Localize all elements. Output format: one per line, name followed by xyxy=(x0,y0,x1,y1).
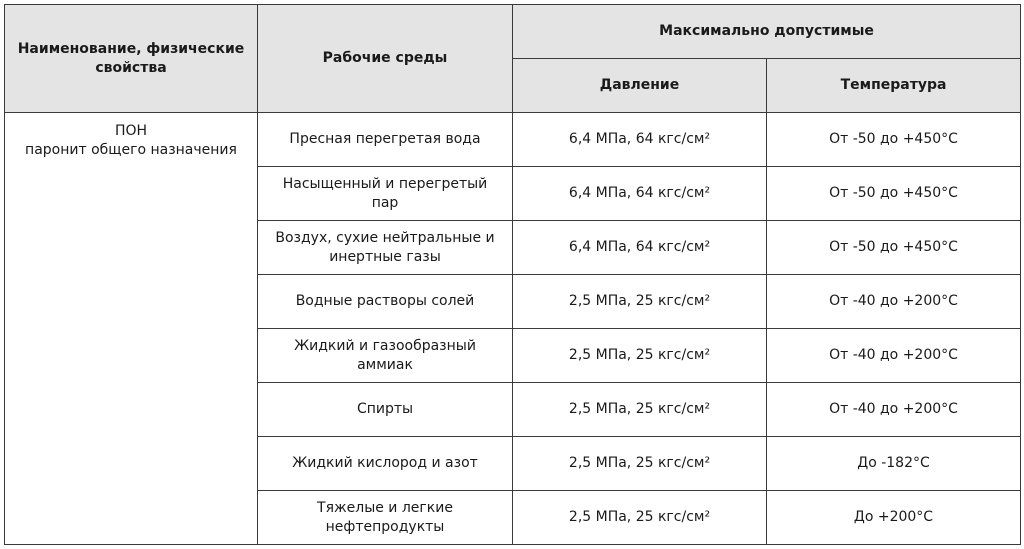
medium-cell: Тяжелые и легкие нефтепродукты xyxy=(258,491,513,545)
temperature-cell: От -50 до +450°С xyxy=(767,221,1021,275)
table-body xyxy=(5,113,1021,545)
header-name: Наименование, физические свойства xyxy=(5,5,258,113)
medium-cell: Воздух, сухие нейтральные и инертные газы xyxy=(258,221,513,275)
material-cell xyxy=(5,113,258,545)
temperature-cell: От -50 до +450°С xyxy=(767,167,1021,221)
medium-cell: Жидкий и газообразный аммиак xyxy=(258,329,513,383)
temperature-cell: От -50 до +450°С xyxy=(767,113,1021,167)
medium-cell: Пресная перегретая вода xyxy=(258,113,513,167)
temperature-cell: От -40 до +200°С xyxy=(767,329,1021,383)
gasket-specs-table xyxy=(4,4,1021,545)
header-temperature: Температура xyxy=(767,59,1021,113)
header-media: Рабочие среды xyxy=(258,5,513,113)
temperature-cell: До +200°С xyxy=(767,491,1021,545)
pressure-cell: 2,5 МПа, 25 кгс/см² xyxy=(513,383,767,437)
pressure-cell: 2,5 МПа, 25 кгс/см² xyxy=(513,329,767,383)
pressure-cell: 6,4 МПа, 64 кгс/см² xyxy=(513,113,767,167)
temperature-cell: До -182°С xyxy=(767,437,1021,491)
pressure-cell: 2,5 МПа, 25 кгс/см² xyxy=(513,491,767,545)
medium-cell: Жидкий кислород и азот xyxy=(258,437,513,491)
pressure-cell: 6,4 МПа, 64 кгс/см² xyxy=(513,167,767,221)
table-header xyxy=(5,5,1021,113)
medium-cell: Спирты xyxy=(258,383,513,437)
table-row xyxy=(5,113,1021,167)
pressure-cell: 2,5 МПа, 25 кгс/см² xyxy=(513,437,767,491)
medium-cell: Водные растворы солей xyxy=(258,275,513,329)
header-max-allowed: Максимально допустимые xyxy=(513,5,1021,59)
pressure-cell: 6,4 МПа, 64 кгс/см² xyxy=(513,221,767,275)
medium-cell: Насыщенный и перегретый пар xyxy=(258,167,513,221)
material-description: паронит общего назначения xyxy=(25,142,237,158)
header-pressure: Давление xyxy=(513,59,767,113)
material-code: ПОН xyxy=(114,123,148,139)
temperature-cell: От -40 до +200°С xyxy=(767,383,1021,437)
temperature-cell: От -40 до +200°С xyxy=(767,275,1021,329)
pressure-cell: 2,5 МПа, 25 кгс/см² xyxy=(513,275,767,329)
